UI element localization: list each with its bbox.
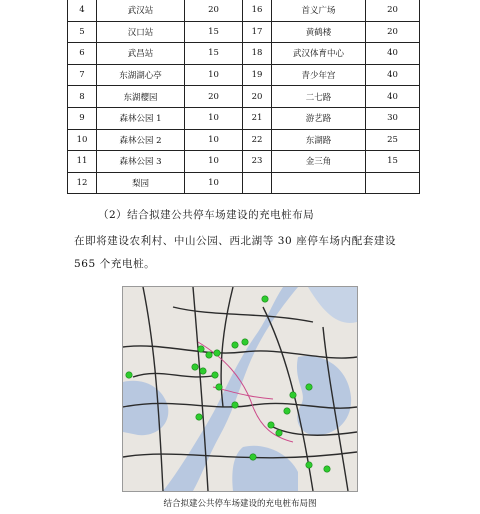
charging-marker (276, 430, 282, 436)
station-name-cell: 东湖湖心亭 (97, 64, 185, 86)
station-number-cell: 11 (68, 151, 97, 173)
charging-marker (216, 384, 222, 390)
charging-marker (306, 384, 312, 390)
pile-count-cell (366, 172, 420, 194)
table-row (68, 151, 420, 173)
pile-count-cell: 10 (185, 107, 243, 129)
station-number-cell: 21 (243, 107, 272, 129)
station-number-cell: 5 (68, 21, 97, 43)
station-name-cell: 武汉体育中心 (272, 43, 366, 65)
station-number-cell: 12 (68, 172, 97, 194)
station-name-cell: 梨园 (97, 172, 185, 194)
charging-marker (214, 350, 220, 356)
station-name-cell: 东湖路 (272, 129, 366, 151)
station-number-cell: 23 (243, 151, 272, 173)
charging-marker (198, 346, 204, 352)
station-number-cell: 8 (68, 86, 97, 108)
charging-marker (290, 392, 296, 398)
station-name-cell: 二七路 (272, 86, 366, 108)
station-number-cell: 10 (68, 129, 97, 151)
charging-marker (262, 296, 268, 302)
table-row (68, 0, 420, 21)
station-name-cell: 森林公园 2 (97, 129, 185, 151)
pile-count-cell: 10 (185, 151, 243, 173)
pile-count-cell: 10 (185, 172, 243, 194)
charging-marker (242, 339, 248, 345)
station-number-cell: 4 (68, 0, 97, 21)
map-graphic (123, 287, 357, 491)
pile-count-cell: 15 (185, 21, 243, 43)
station-number-cell: 16 (243, 0, 272, 21)
station-number-cell (243, 172, 272, 194)
west-lake (123, 381, 168, 436)
table-row (68, 86, 420, 108)
pile-count-cell: 40 (366, 86, 420, 108)
station-name-cell: 武昌站 (97, 43, 185, 65)
station-number-cell: 20 (243, 86, 272, 108)
figure-caption: 结合拟建公共停车场建设的充电桩布局图 (163, 499, 317, 509)
charging-marker (200, 368, 206, 374)
pile-count-cell: 30 (366, 107, 420, 129)
charging-marker (324, 466, 330, 472)
station-name-cell: 汉口站 (97, 21, 185, 43)
station-name-cell: 黄鹤楼 (272, 21, 366, 43)
table-row (68, 43, 420, 65)
charging-station-table (67, 0, 420, 194)
station-name-cell (272, 172, 366, 194)
charging-marker (196, 414, 202, 420)
charging-marker (212, 372, 218, 378)
station-name-cell: 森林公园 3 (97, 151, 185, 173)
station-number-cell: 17 (243, 21, 272, 43)
table-row (68, 64, 420, 86)
pile-count-cell: 20 (366, 21, 420, 43)
station-name-cell: 武汉站 (97, 0, 185, 21)
charging-marker (306, 462, 312, 468)
charging-marker (232, 342, 238, 348)
pile-count-cell: 10 (185, 129, 243, 151)
pile-count-cell: 20 (185, 86, 243, 108)
section-paragraph: 在即将建设农利村、中山公园、西北湖等 30 座停车场内配套建设 565 个充电桩。 (74, 235, 397, 270)
pile-count-cell: 10 (185, 64, 243, 86)
east-lake (297, 356, 351, 435)
charging-marker (126, 372, 132, 378)
pile-count-cell: 25 (366, 129, 420, 151)
station-name-cell: 森林公园 1 (97, 107, 185, 129)
charging-marker (250, 454, 256, 460)
south-lake (232, 446, 298, 491)
station-number-cell: 22 (243, 129, 272, 151)
pile-count-cell: 15 (185, 43, 243, 65)
pile-count-cell: 40 (366, 64, 420, 86)
charging-pile-layout-map (122, 286, 358, 492)
north-water (308, 287, 357, 323)
section-heading: （2）结合拟建公共停车场建设的充电桩布局 (98, 209, 315, 221)
station-name-cell: 东湖樱园 (97, 86, 185, 108)
station-name-cell: 首义广场 (272, 0, 366, 21)
station-number-cell: 9 (68, 107, 97, 129)
pile-count-cell: 15 (366, 151, 420, 173)
charging-marker (232, 402, 238, 408)
station-name-cell: 游艺路 (272, 107, 366, 129)
table-row (68, 172, 420, 194)
pile-count-cell: 20 (185, 0, 243, 21)
station-number-cell: 7 (68, 64, 97, 86)
station-number-cell: 18 (243, 43, 272, 65)
charging-marker (206, 352, 212, 358)
table-row (68, 107, 420, 129)
pile-count-cell: 40 (366, 43, 420, 65)
station-name-cell: 青少年宫 (272, 64, 366, 86)
table-row (68, 21, 420, 43)
station-number-cell: 19 (243, 64, 272, 86)
station-name-cell: 金三角 (272, 151, 366, 173)
pile-count-cell: 20 (366, 0, 420, 21)
charging-marker (284, 408, 290, 414)
station-number-cell: 6 (68, 43, 97, 65)
charging-marker (192, 364, 198, 370)
charging-marker (268, 422, 274, 428)
table-row (68, 129, 420, 151)
